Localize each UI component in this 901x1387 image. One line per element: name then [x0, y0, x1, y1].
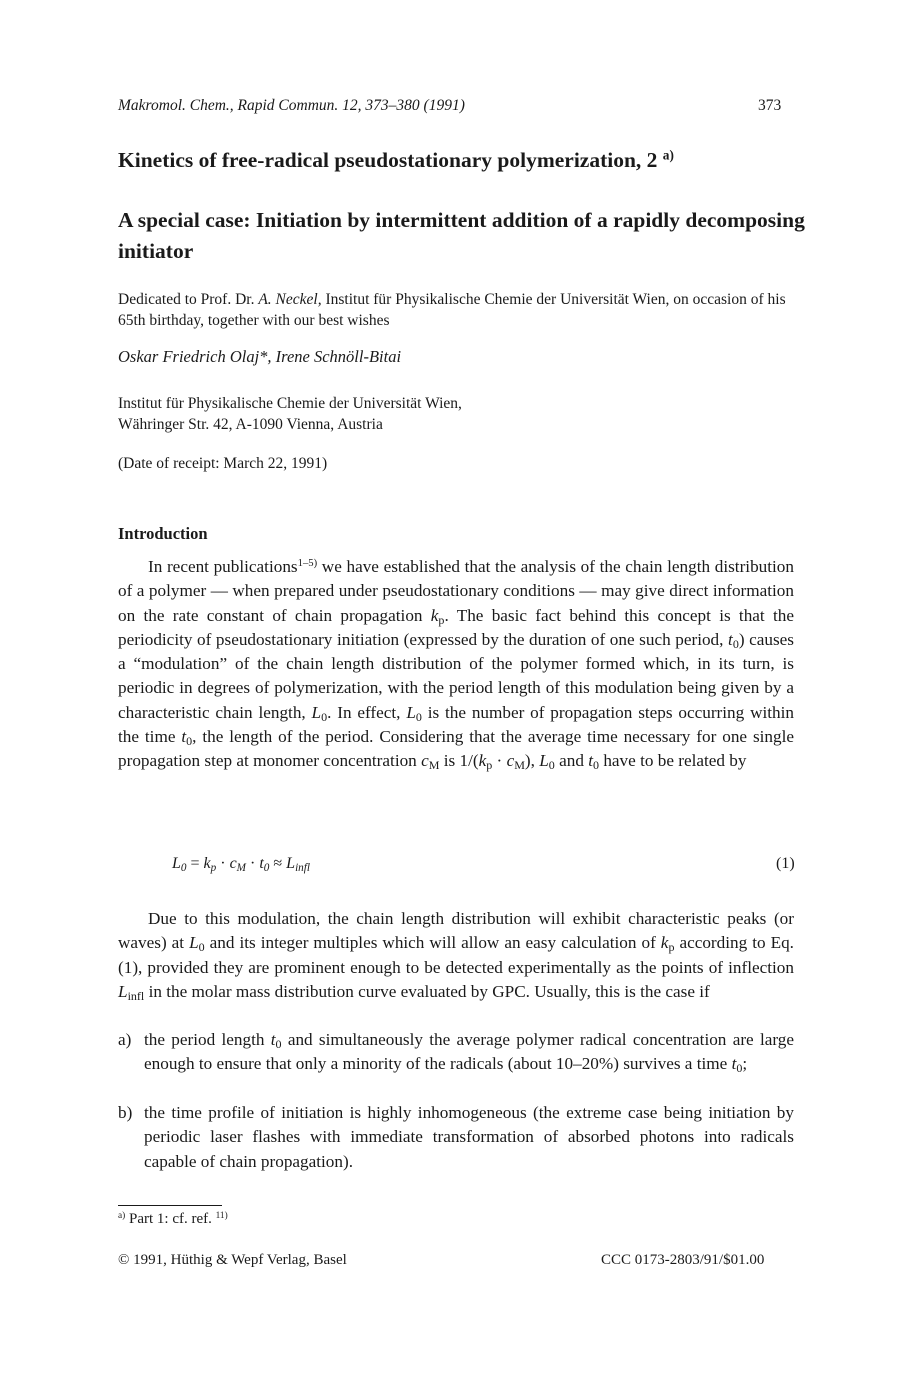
dedication-prefix: Dedicated to Prof. Dr.: [118, 291, 259, 308]
page-number: 373: [758, 97, 782, 114]
footnote-ref: 11): [215, 1210, 228, 1221]
section-heading: Introduction: [118, 524, 208, 543]
citation-ref: 1–5): [297, 558, 318, 570]
journal-citation: Makromol. Chem., Rapid Commun. 12, 373–380 (1991): [118, 97, 465, 114]
title-footnote-marker: a): [662, 147, 674, 163]
ccc-code: CCC 0173-2803/91/$01.00: [601, 1252, 765, 1268]
series-title: [118, 145, 808, 176]
affiliation-line-1: Institut für Physikalische Chemie der Universität Wien,: [118, 395, 462, 412]
list-item-b: [118, 1101, 794, 1174]
dedicatee-name: A. Neckel,: [258, 291, 322, 308]
list-text-a: the period length $t_0$ and simultaneously the average polymer radical concentration are large enough to ensure that only a minority of the radicals (about 10–20%) survives a time $t_0$;: [144, 1030, 794, 1076]
copyright: © 1991, Hüthig & Wepf Verlag, Basel: [118, 1252, 347, 1268]
dedication: [118, 289, 794, 331]
intro-paragraph-2: Due to this modulation, the chain length distribution will exhibit characteristic peaks (or waves) at $L_0$ and its integer multiples which will allow an easy calculation of $k_p$ according to Eq. (1), provided they are prominent enough to be detected experimentally as the points of inflection $L_{infl}$ in the molar mass distribution curve evaluated by GPC. Usually, this is the case if: [118, 909, 794, 1003]
list-label-a: a): [118, 1030, 132, 1049]
intro-paragraph-1: In recent publications$^{1-5)}$ we have established that the analysis of the chain length distribution of a polymer — when prepared under pseudostationary conditions — may give direct information on the rate constant of chain propagation $k_p$. The basic fact behind this concept is that the periodicity of pseudostationary initiation (expressed by the duration of one such period, $t_0$) causes a “modulation” of the chain length distribution of the polymer formed which, in its turn, is periodic in degrees of polymerization, with the period length of this modulation being given by a characteristic chain length, $L_0$. In effect, $L_0$ is the number of propagation steps occurring within the time $t_0$, the length of the period. Considering that the average time necessary for one single propagation step at monomer concentration $c_M$ is $1/(k_p \cdot c_M)$, $L_0$ and $t_0$ have to be related by: [118, 557, 795, 773]
affiliation-line-2: Währinger Str. 42, A-1090 Vienna, Austria: [118, 416, 383, 433]
authors: Oskar Friedrich Olaj*, Irene Schnöll-Bitai: [118, 347, 402, 366]
paper-title: A special case: Initiation by intermittent addition of a rapidly decomposing initiator: [118, 208, 805, 263]
footnote-divider: [118, 1205, 222, 1206]
footnote: [118, 1211, 228, 1228]
list-text-b: the time profile of initiation is highly inhomogeneous (the extreme case being initiation by periodic laser flashes with immediate transformation of absorbed photons into radicals capable of chain propagation).: [144, 1103, 794, 1171]
equation-1: $L_0 = k_p \cdot c_M \cdot t_0 \approx L_{infl}$: [172, 855, 310, 874]
affiliation: [118, 393, 462, 435]
dedication-rest: Institut für Physikalische Chemie der Universität Wien, on occasion of his 65th birthday, together with our best wishes: [118, 291, 786, 329]
series-title-text: Kinetics of free-radical pseudostationary polymerization, 2: [118, 148, 658, 172]
list-item-a: [118, 1028, 794, 1077]
receipt-date: (Date of receipt: March 22, 1991): [118, 455, 328, 472]
footnote-label: a): [118, 1210, 126, 1221]
footnote-text: Part 1: cf. ref.: [125, 1211, 212, 1227]
equation-number: (1): [776, 855, 795, 872]
list-label-b: b): [118, 1103, 133, 1122]
